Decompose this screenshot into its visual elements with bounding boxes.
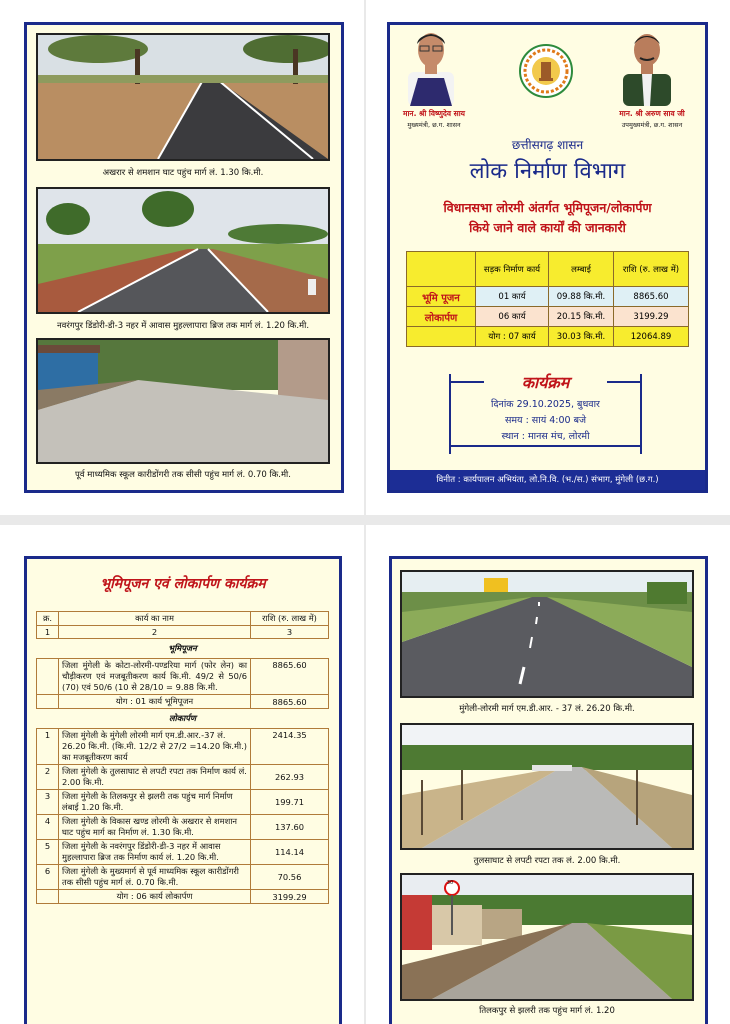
works-header-num: 2 xyxy=(59,626,251,639)
work-sn: 1 xyxy=(37,729,59,765)
summary-row xyxy=(407,287,689,307)
works-header-cell: राशि (रु. लाख में) xyxy=(251,612,329,626)
work-amount: 70.56 xyxy=(251,865,329,890)
road-photo-mungeli-lormi xyxy=(400,570,694,698)
section-title-lokarpan: लोकार्पण xyxy=(168,713,196,723)
program-date: दिनांक 29.10.2025, बुधवार xyxy=(491,399,600,410)
road-photo-tulsaghat xyxy=(400,723,694,850)
summary-cell: योग : 07 कार्य xyxy=(476,327,549,347)
summary-header-cell: राशि (रु. लाख में) xyxy=(614,252,689,287)
section-row xyxy=(37,709,329,729)
works-header-num: 3 xyxy=(251,626,329,639)
works-table xyxy=(36,611,329,904)
summary-total-row xyxy=(407,327,689,347)
summary-row-label: लोकार्पण xyxy=(407,307,476,327)
leader-photo-right xyxy=(620,28,674,106)
table-row xyxy=(37,840,329,865)
table-row xyxy=(37,790,329,815)
leader-photo-left xyxy=(404,28,458,106)
program-place: स्थान : मानस मंच, लोरमी xyxy=(501,431,590,442)
road-photo-akhrar xyxy=(36,33,330,161)
dept-name: लोक निर्माण विभाग xyxy=(469,159,626,184)
program-time: समय : सायं 4:00 बजे xyxy=(504,415,587,426)
table-row xyxy=(37,765,329,790)
work-sn xyxy=(37,659,59,695)
summary-cell: 20.15 कि.मी. xyxy=(549,307,614,327)
leader-left-title: मुख्यमंत्री, छ.ग. शासन xyxy=(407,121,461,129)
summary-row xyxy=(407,307,689,327)
work-name: जिला मुंगेली के तिलकपुर से झलरी तक पहुंच मार्ग निर्माण लंबाई 1.20 कि.मी. xyxy=(59,790,251,815)
leader-right-name: मान. श्री अरुण साव जी xyxy=(619,109,685,118)
work-sn: 4 xyxy=(37,815,59,840)
program-title: कार्यक्रम xyxy=(521,373,570,392)
photo-caption: तिलकपुर से झलरी तक पहुंच मार्ग लं. 1.20 xyxy=(479,1006,615,1016)
govt-name: छत्तीसगढ़ शासन xyxy=(511,138,584,152)
work-name: जिला मुंगेली के मुख्यमार्ग से पूर्व माध्यमिक स्कूल कारीडोंगरी तक सीसी पहुंच मार्ग लं. 0.70 कि.मी. xyxy=(59,865,251,890)
photo-caption: नवरंगपुर डिंडोरी-डी-3 नहर में आवास मुहल्लापारा ब्रिज तक मार्ग लं. 1.20 कि.मी. xyxy=(56,321,310,331)
work-sn: 6 xyxy=(37,865,59,890)
work-sn: 2 xyxy=(37,765,59,790)
section-row xyxy=(37,639,329,659)
table-row xyxy=(37,659,329,695)
total-label: योग : 01 कार्य भूमिपूजन xyxy=(59,695,251,709)
summary-cell: 3199.29 xyxy=(614,307,689,327)
summary-header-cell: सड़क निर्माण कार्य xyxy=(476,252,549,287)
photo-caption: अखरार से शमशान घाट पहुंच मार्ग लं. 1.30 कि.मी. xyxy=(102,168,264,178)
summary-header-cell xyxy=(407,252,476,287)
work-amount: 8865.60 xyxy=(251,659,329,695)
photo-caption: मुंगेली-लोरमी मार्ग एम.डी.आर. - 37 लं. 26.20 कि.मी. xyxy=(459,704,635,714)
work-amount: 199.71 xyxy=(251,790,329,815)
total-row xyxy=(37,890,329,904)
photo-caption: पूर्व माध्यमिक स्कूल कारीडोंगरी तक सीसी पहुंच मार्ग लं. 0.70 कि.मी. xyxy=(75,470,291,480)
work-name: जिला मुंगेली के कोटा-लोरमी-पण्डरिया मार्ग (फोर लेन) का चौड़ीकरण एवं मजबूतीकरण कार्य कि.मी. 49/2 से 50/6 (70) एवं 50/6 (10 से 28/10 = 9.88 कि.मी. xyxy=(59,659,251,695)
summary-cell: 30.03 कि.मी. xyxy=(549,327,614,347)
works-header-row xyxy=(37,612,329,626)
work-sn: 3 xyxy=(37,790,59,815)
summary-cell: 8865.60 xyxy=(614,287,689,307)
table-row xyxy=(37,865,329,890)
summary-header-cell: लम्बाई xyxy=(549,252,614,287)
total-amount: 8865.60 xyxy=(251,695,329,709)
summary-cell: 12064.89 xyxy=(614,327,689,347)
section-title-bhoomipujan: भूमिपूजन xyxy=(168,643,197,653)
road-photo-karidongri xyxy=(36,338,330,464)
work-amount: 137.60 xyxy=(251,815,329,840)
works-header-cell: कार्य का नाम xyxy=(59,612,251,626)
cg-govt-emblem-icon xyxy=(519,44,573,98)
page3-title: भूमिपूजन एवं लोकार्पण कार्यक्रम xyxy=(100,576,266,592)
total-row xyxy=(37,695,329,709)
work-name: जिला मुंगेली के विकास खण्ड लोरमी के अखरार से शमशान घाट पहुंच मार्ग का निर्माण लं. 1.30 कि.मी. xyxy=(59,815,251,840)
total-amount: 3199.29 xyxy=(251,890,329,904)
table-row xyxy=(37,729,329,765)
work-sn: 5 xyxy=(37,840,59,865)
work-name: जिला मुंगेली के नवरंगपुर डिंडोरी-डी-3 नहर में आवास मुहल्लापारा ब्रिज तक निर्माण कार्य लं. 1.20 कि.मी. xyxy=(59,840,251,865)
photo-caption: तुलसाघाट से लपटी रपटा तक लं. 2.00 कि.मी. xyxy=(473,856,621,866)
leader-left-name: मान. श्री विष्णुदेव साय xyxy=(403,109,465,118)
work-amount: 262.93 xyxy=(251,765,329,790)
total-label: योग : 06 कार्य लोकार्पण xyxy=(59,890,251,904)
summary-row-label: भूमि पूजन xyxy=(407,287,476,307)
work-amount: 2414.35 xyxy=(251,729,329,765)
table-row xyxy=(37,815,329,840)
summary-row-label xyxy=(407,327,476,347)
summary-cell: 06 कार्य xyxy=(476,307,549,327)
road-photo-tilakpur xyxy=(400,873,694,1001)
work-name: जिला मुंगेली के तुलसाघाट से लपटी रपटा तक निर्माण कार्य लं. 2.00 कि.मी. xyxy=(59,765,251,790)
works-header-num: 1 xyxy=(37,626,59,639)
summary-cell: 09.88 कि.मी. xyxy=(549,287,614,307)
headline-line-1: विधानसभा लोरमी अंतर्गत भूमिपूजन/लोकार्पण xyxy=(443,200,652,215)
work-amount: 114.14 xyxy=(251,840,329,865)
footer-bar: विनीत : कार्यपालन अभियंता, लो.नि.वि. (भ./स.) संभाग, मुंगेली (छ.ग.) xyxy=(390,470,705,490)
summary-cell: 01 कार्य xyxy=(476,287,549,307)
summary-header-row xyxy=(407,252,689,287)
works-header-cell: क्र. xyxy=(37,612,59,626)
headline-line-2: किये जाने वाले कार्यों की जानकारी xyxy=(469,220,626,235)
road-photo-navrangpur xyxy=(36,187,330,314)
summary-table xyxy=(406,251,689,347)
works-header-num-row xyxy=(37,626,329,639)
work-name: जिला मुंगेली के मुंगेली लोरमी मार्ग एम.डी.आर.-37 लं. 26.20 कि.मी. (कि.मी. 12/2 से 27/2 =14.20 कि.मी.) का मजबूतीकरण कार्य xyxy=(59,729,251,765)
leader-right-title: उपमुख्यमंत्री, छ.ग. शासन xyxy=(621,121,683,129)
speed-sign-text: 30 xyxy=(446,880,454,886)
